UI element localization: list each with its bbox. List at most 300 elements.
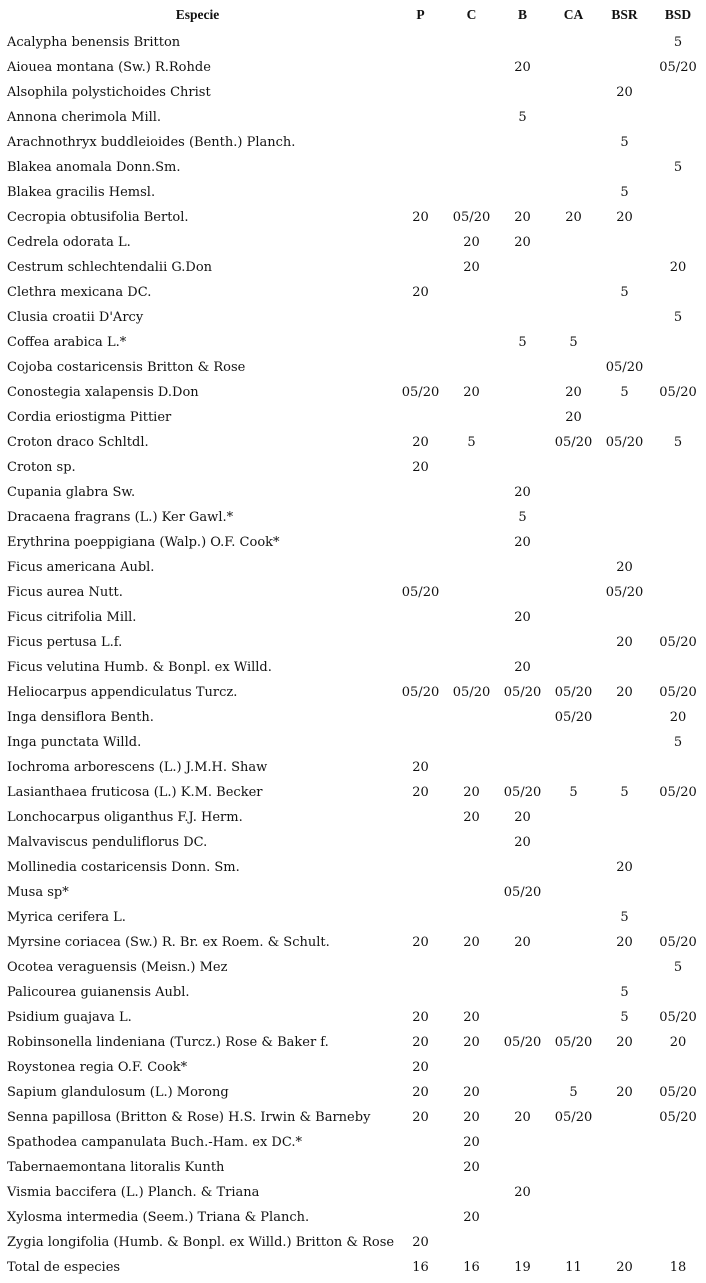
species-name: Iochroma arborescens (L.) J.M.H. Shaw bbox=[7, 760, 268, 775]
value-p bbox=[395, 105, 446, 130]
value-p bbox=[395, 130, 446, 155]
species-name: Conostegia xalapensis D.Don bbox=[7, 385, 199, 400]
species-name: Cupania glabra Sw. bbox=[7, 485, 136, 500]
table-row bbox=[0, 355, 706, 380]
value-bsr bbox=[599, 880, 650, 905]
header-ca: CA bbox=[563, 7, 584, 22]
value-bsd bbox=[650, 755, 706, 780]
table-row bbox=[0, 855, 706, 880]
value-bsr: 5 bbox=[620, 910, 629, 925]
table-row bbox=[0, 205, 706, 230]
table-row bbox=[0, 1105, 706, 1130]
table-row bbox=[0, 980, 706, 1005]
value-ca bbox=[548, 80, 599, 105]
value-ca: 05/20 bbox=[554, 710, 593, 725]
species-name: Tabernaemontana litoralis Kunth bbox=[7, 1160, 225, 1175]
table-row bbox=[0, 830, 706, 855]
species-name: Ficus americana Aubl. bbox=[7, 560, 155, 575]
value-ca bbox=[548, 655, 599, 680]
value-bsd bbox=[650, 855, 706, 880]
table-row bbox=[0, 680, 706, 705]
value-ca: 20 bbox=[565, 210, 582, 225]
value-ca bbox=[548, 1130, 599, 1155]
value-c: 20 bbox=[463, 1210, 480, 1225]
species-name: Acalypha benensis Britton bbox=[7, 35, 181, 50]
value-bsd bbox=[650, 180, 706, 205]
value-ca bbox=[548, 1005, 599, 1030]
table-row bbox=[0, 530, 706, 555]
table-row bbox=[0, 430, 706, 455]
table-row bbox=[0, 1180, 706, 1205]
species-name: Ficus pertusa L.f. bbox=[7, 635, 123, 650]
value-b: 20 bbox=[514, 835, 531, 850]
species-name: Inga densiflora Benth. bbox=[7, 710, 154, 725]
value-c: 5 bbox=[467, 435, 476, 450]
value-c bbox=[446, 105, 497, 130]
value-bsd: 05/20 bbox=[659, 1010, 697, 1025]
value-bsd bbox=[650, 480, 706, 505]
species-name: Myrica cerifera L. bbox=[7, 910, 126, 925]
value-b bbox=[497, 1055, 548, 1080]
value-b bbox=[497, 405, 548, 430]
value-b: 20 bbox=[514, 810, 531, 825]
table-row bbox=[0, 280, 706, 305]
value-bsr: 5 bbox=[620, 285, 629, 300]
species-name: Myrsine coriacea (Sw.) R. Br. ex Roem. & Schult. bbox=[7, 935, 330, 950]
value-ca: 20 bbox=[565, 410, 582, 425]
value-bsr bbox=[599, 305, 650, 330]
table-row bbox=[0, 580, 706, 605]
value-bsr bbox=[599, 730, 650, 755]
value-c bbox=[446, 705, 497, 730]
value-b: 05/20 bbox=[503, 685, 542, 700]
value-c bbox=[446, 955, 497, 980]
table-row bbox=[0, 480, 706, 505]
value-bsd bbox=[650, 1055, 706, 1080]
species-name: Arachnothryx buddleioides (Benth.) Planch. bbox=[7, 135, 296, 150]
value-b bbox=[497, 255, 548, 280]
value-bsd bbox=[650, 830, 706, 855]
value-bsr: 20 bbox=[616, 560, 633, 575]
value-bsd bbox=[650, 1155, 706, 1180]
value-bsd: 20 bbox=[669, 1035, 687, 1050]
value-bsd: 5 bbox=[673, 435, 683, 450]
table-row bbox=[0, 730, 706, 755]
value-p bbox=[395, 655, 446, 680]
value-c bbox=[446, 505, 497, 530]
value-p bbox=[395, 1180, 446, 1205]
value-ca bbox=[548, 505, 599, 530]
value-bsr bbox=[599, 705, 650, 730]
value-c bbox=[446, 855, 497, 880]
value-c: 20 bbox=[463, 935, 480, 950]
value-bsr bbox=[599, 605, 650, 630]
value-b: 20 bbox=[514, 660, 531, 675]
value-p bbox=[395, 730, 446, 755]
total-row bbox=[0, 1255, 706, 1280]
value-bsr: 5 bbox=[620, 1010, 629, 1025]
value-b bbox=[497, 155, 548, 180]
table-row bbox=[0, 305, 706, 330]
table-row bbox=[0, 880, 706, 905]
species-name: Heliocarpus appendiculatus Turcz. bbox=[7, 685, 238, 700]
value-bsr bbox=[599, 1205, 650, 1230]
value-p bbox=[395, 1130, 446, 1155]
value-bsr bbox=[599, 755, 650, 780]
header-bsd: BSD bbox=[664, 7, 692, 22]
value-c bbox=[446, 155, 497, 180]
table-row bbox=[0, 230, 706, 255]
value-bsd: 5 bbox=[673, 960, 683, 975]
value-b bbox=[497, 905, 548, 930]
value-ca: 05/20 bbox=[554, 685, 593, 700]
value-ca bbox=[548, 880, 599, 905]
value-bsd: 05/20 bbox=[659, 935, 697, 950]
table-row bbox=[0, 1205, 706, 1230]
value-ca bbox=[548, 755, 599, 780]
value-c bbox=[446, 405, 497, 430]
value-bsr bbox=[599, 1130, 650, 1155]
value-bsd: 05/20 bbox=[659, 385, 697, 400]
value-bsd: 05/20 bbox=[659, 635, 697, 650]
species-name: Clethra mexicana DC. bbox=[7, 285, 152, 300]
table-row bbox=[0, 180, 706, 205]
value-c bbox=[446, 330, 497, 355]
value-ca bbox=[548, 930, 599, 955]
value-p bbox=[395, 805, 446, 830]
value-ca bbox=[548, 855, 599, 880]
value-bsr bbox=[599, 1105, 650, 1130]
value-ca: 05/20 bbox=[554, 1110, 593, 1125]
table-row bbox=[0, 505, 706, 530]
value-bsd: 5 bbox=[673, 310, 683, 325]
value-c: 20 bbox=[463, 1035, 480, 1050]
value-p: 20 bbox=[412, 1060, 429, 1075]
table-row bbox=[0, 80, 706, 105]
value-c bbox=[446, 980, 497, 1005]
value-p: 20 bbox=[412, 935, 429, 950]
value-ca bbox=[548, 230, 599, 255]
value-ca bbox=[548, 305, 599, 330]
value-ca bbox=[548, 1055, 599, 1080]
value-p: 20 bbox=[412, 460, 429, 475]
value-b bbox=[497, 430, 548, 455]
table-row bbox=[0, 1230, 706, 1255]
species-name: Blakea anomala Donn.Sm. bbox=[7, 160, 181, 175]
value-ca bbox=[548, 830, 599, 855]
value-p: 05/20 bbox=[401, 685, 440, 700]
value-p bbox=[395, 605, 446, 630]
value-bsr: 5 bbox=[620, 185, 629, 200]
value-bsr: 20 bbox=[616, 85, 633, 100]
value-bsr bbox=[599, 1055, 650, 1080]
value-c bbox=[446, 455, 497, 480]
table-row bbox=[0, 330, 706, 355]
species-name: Cordia eriostigma Pittier bbox=[7, 410, 172, 425]
value-p bbox=[395, 705, 446, 730]
value-bsd bbox=[650, 555, 706, 580]
value-c bbox=[446, 130, 497, 155]
species-name: Cedrela odorata L. bbox=[7, 235, 131, 250]
table-row bbox=[0, 255, 706, 280]
value-ca bbox=[548, 730, 599, 755]
value-c bbox=[446, 605, 497, 630]
species-name: Musa sp* bbox=[7, 885, 69, 900]
value-b bbox=[497, 705, 548, 730]
value-ca bbox=[548, 980, 599, 1005]
value-bsd bbox=[650, 230, 706, 255]
value-c bbox=[446, 480, 497, 505]
value-p: 05/20 bbox=[401, 385, 440, 400]
value-p bbox=[395, 1205, 446, 1230]
value-p: 20 bbox=[412, 210, 429, 225]
value-p bbox=[395, 330, 446, 355]
value-p bbox=[395, 505, 446, 530]
value-p bbox=[395, 355, 446, 380]
value-p bbox=[395, 880, 446, 905]
value-b bbox=[497, 1230, 548, 1255]
value-c: 20 bbox=[463, 385, 480, 400]
value-bsr bbox=[599, 55, 650, 80]
table-row bbox=[0, 55, 706, 80]
value-b bbox=[497, 1130, 548, 1155]
value-bsd bbox=[650, 580, 706, 605]
value-p: 20 bbox=[412, 1085, 429, 1100]
value-b: 20 bbox=[514, 1185, 531, 1200]
table-row bbox=[0, 630, 706, 655]
value-b: 05/20 bbox=[503, 785, 542, 800]
value-bsd bbox=[650, 655, 706, 680]
value-b: 20 bbox=[514, 610, 531, 625]
value-bsd bbox=[650, 1130, 706, 1155]
value-b bbox=[497, 30, 548, 55]
value-bsd bbox=[650, 605, 706, 630]
value-b: 20 bbox=[514, 60, 531, 75]
value-p bbox=[395, 405, 446, 430]
value-bsr bbox=[599, 1180, 650, 1205]
value-p bbox=[395, 530, 446, 555]
value-bsd bbox=[650, 405, 706, 430]
value-bsr: 20 bbox=[616, 210, 633, 225]
species-name: Clusia croatii D'Arcy bbox=[7, 310, 144, 325]
value-ca: 05/20 bbox=[554, 1035, 593, 1050]
value-c bbox=[446, 305, 497, 330]
table-row bbox=[0, 555, 706, 580]
value-b: 5 bbox=[518, 110, 527, 125]
species-name: Ficus aurea Nutt. bbox=[7, 585, 123, 600]
table-row bbox=[0, 130, 706, 155]
species-name: Xylosma intermedia (Seem.) Triana & Planch. bbox=[7, 1210, 310, 1225]
value-ca bbox=[548, 555, 599, 580]
species-name: Palicourea guianensis Aubl. bbox=[7, 985, 190, 1000]
value-bsd bbox=[650, 505, 706, 530]
value-bsr bbox=[599, 255, 650, 280]
value-bsr: 20 bbox=[616, 685, 633, 700]
value-c bbox=[446, 830, 497, 855]
value-b: 19 bbox=[514, 1260, 531, 1275]
value-c: 20 bbox=[463, 1135, 480, 1150]
table-body bbox=[0, 30, 706, 1280]
value-c: 16 bbox=[463, 1260, 480, 1275]
value-bsd: 5 bbox=[673, 35, 683, 50]
value-b bbox=[497, 730, 548, 755]
value-ca bbox=[548, 480, 599, 505]
species-name: Ficus velutina Humb. & Bonpl. ex Willd. bbox=[7, 660, 272, 675]
value-b bbox=[497, 130, 548, 155]
value-c bbox=[446, 730, 497, 755]
species-name: Sapium glandulosum (L.) Morong bbox=[7, 1085, 229, 1100]
species-name: Croton sp. bbox=[7, 460, 76, 475]
species-name: Lonchocarpus oliganthus F.J. Herm. bbox=[7, 810, 243, 825]
value-bsd bbox=[650, 355, 706, 380]
value-bsd: 05/20 bbox=[659, 1110, 697, 1125]
value-c: 20 bbox=[463, 235, 480, 250]
species-name: Erythrina poeppigiana (Walp.) O.F. Cook* bbox=[7, 535, 280, 550]
value-bsd bbox=[650, 130, 706, 155]
value-ca: 20 bbox=[565, 385, 582, 400]
value-ca bbox=[548, 605, 599, 630]
value-b bbox=[497, 180, 548, 205]
table-row bbox=[0, 705, 706, 730]
value-b bbox=[497, 455, 548, 480]
species-name: Zygia longifolia (Humb. & Bonpl. ex Willd.) Britton & Rose bbox=[7, 1235, 395, 1250]
table-row bbox=[0, 655, 706, 680]
value-bsd: 5 bbox=[673, 160, 683, 175]
value-c bbox=[446, 55, 497, 80]
species-name: Coffea arabica L.* bbox=[7, 335, 127, 350]
table-row bbox=[0, 805, 706, 830]
value-ca bbox=[548, 580, 599, 605]
value-bsd bbox=[650, 1230, 706, 1255]
value-b bbox=[497, 80, 548, 105]
table-row bbox=[0, 1130, 706, 1155]
value-bsr bbox=[599, 155, 650, 180]
species-name: Lasianthaea fruticosa (L.) K.M. Becker bbox=[7, 785, 263, 800]
value-ca bbox=[548, 280, 599, 305]
value-bsd: 18 bbox=[669, 1260, 687, 1275]
table-row bbox=[0, 755, 706, 780]
value-p: 20 bbox=[412, 1110, 429, 1125]
value-p: 20 bbox=[412, 785, 429, 800]
value-c bbox=[446, 1230, 497, 1255]
value-c bbox=[446, 1180, 497, 1205]
value-p bbox=[395, 55, 446, 80]
value-b bbox=[497, 1155, 548, 1180]
value-c bbox=[446, 905, 497, 930]
species-name: Vismia baccifera (L.) Planch. & Triana bbox=[7, 1185, 260, 1200]
value-b bbox=[497, 355, 548, 380]
value-ca bbox=[548, 130, 599, 155]
species-name: Malvaviscus penduliflorus DC. bbox=[7, 835, 208, 850]
value-b bbox=[497, 1080, 548, 1105]
value-b bbox=[497, 555, 548, 580]
value-bsd bbox=[650, 980, 706, 1005]
value-b: 20 bbox=[514, 1110, 531, 1125]
value-bsr: 20 bbox=[616, 860, 633, 875]
value-bsr bbox=[599, 830, 650, 855]
value-bsr: 20 bbox=[616, 1085, 633, 1100]
value-bsr bbox=[599, 955, 650, 980]
value-b bbox=[497, 980, 548, 1005]
value-c bbox=[446, 530, 497, 555]
species-name: Total de especies bbox=[7, 1260, 121, 1275]
value-b bbox=[497, 630, 548, 655]
value-p: 20 bbox=[412, 1235, 429, 1250]
header-bsr: BSR bbox=[611, 7, 638, 22]
value-bsr bbox=[599, 805, 650, 830]
value-ca bbox=[548, 105, 599, 130]
value-p: 16 bbox=[412, 1260, 429, 1275]
value-bsr: 05/20 bbox=[605, 585, 644, 600]
value-c bbox=[446, 580, 497, 605]
value-ca bbox=[548, 180, 599, 205]
table-row bbox=[0, 455, 706, 480]
value-bsd bbox=[650, 105, 706, 130]
value-bsd bbox=[650, 330, 706, 355]
value-bsd: 5 bbox=[673, 735, 683, 750]
table-row bbox=[0, 605, 706, 630]
value-ca: 5 bbox=[569, 785, 578, 800]
species-name: Spathodea campanulata Buch.-Ham. ex DC.* bbox=[7, 1135, 302, 1150]
value-ca: 11 bbox=[565, 1260, 582, 1275]
header-p: P bbox=[416, 7, 425, 22]
value-p: 20 bbox=[412, 1035, 429, 1050]
value-ca bbox=[548, 905, 599, 930]
table-row bbox=[0, 780, 706, 805]
value-bsr: 20 bbox=[616, 1260, 633, 1275]
value-b: 5 bbox=[518, 510, 527, 525]
value-bsr: 05/20 bbox=[605, 435, 644, 450]
value-bsd: 20 bbox=[669, 260, 687, 275]
value-c: 20 bbox=[463, 785, 480, 800]
species-name: Blakea gracilis Hemsl. bbox=[7, 185, 156, 200]
value-c: 05/20 bbox=[452, 685, 491, 700]
value-c bbox=[446, 280, 497, 305]
table-row bbox=[0, 105, 706, 130]
value-c bbox=[446, 355, 497, 380]
species-name: Dracaena fragrans (L.) Ker Gawl.* bbox=[7, 510, 234, 525]
value-p bbox=[395, 830, 446, 855]
value-ca bbox=[548, 1180, 599, 1205]
value-p: 20 bbox=[412, 285, 429, 300]
value-ca bbox=[548, 455, 599, 480]
value-c bbox=[446, 30, 497, 55]
value-p bbox=[395, 180, 446, 205]
value-bsd: 20 bbox=[669, 710, 687, 725]
value-bsr bbox=[599, 1230, 650, 1255]
value-b: 5 bbox=[518, 335, 527, 350]
value-b bbox=[497, 280, 548, 305]
value-p bbox=[395, 555, 446, 580]
value-p bbox=[395, 305, 446, 330]
table-row bbox=[0, 1055, 706, 1080]
value-p: 05/20 bbox=[401, 585, 440, 600]
species-name: Senna papillosa (Britton & Rose) H.S. Irwin & Barneby bbox=[7, 1110, 371, 1125]
table-row bbox=[0, 1080, 706, 1105]
value-bsr: 05/20 bbox=[605, 360, 644, 375]
value-c bbox=[446, 555, 497, 580]
species-name: Robinsonella lindeniana (Turcz.) Rose & Baker f. bbox=[7, 1035, 329, 1050]
value-bsd bbox=[650, 805, 706, 830]
value-ca bbox=[548, 1230, 599, 1255]
species-name: Roystonea regia O.F. Cook* bbox=[7, 1060, 188, 1075]
value-bsd bbox=[650, 80, 706, 105]
value-p bbox=[395, 230, 446, 255]
value-p bbox=[395, 980, 446, 1005]
value-ca bbox=[548, 955, 599, 980]
value-c: 20 bbox=[463, 260, 480, 275]
value-p bbox=[395, 480, 446, 505]
